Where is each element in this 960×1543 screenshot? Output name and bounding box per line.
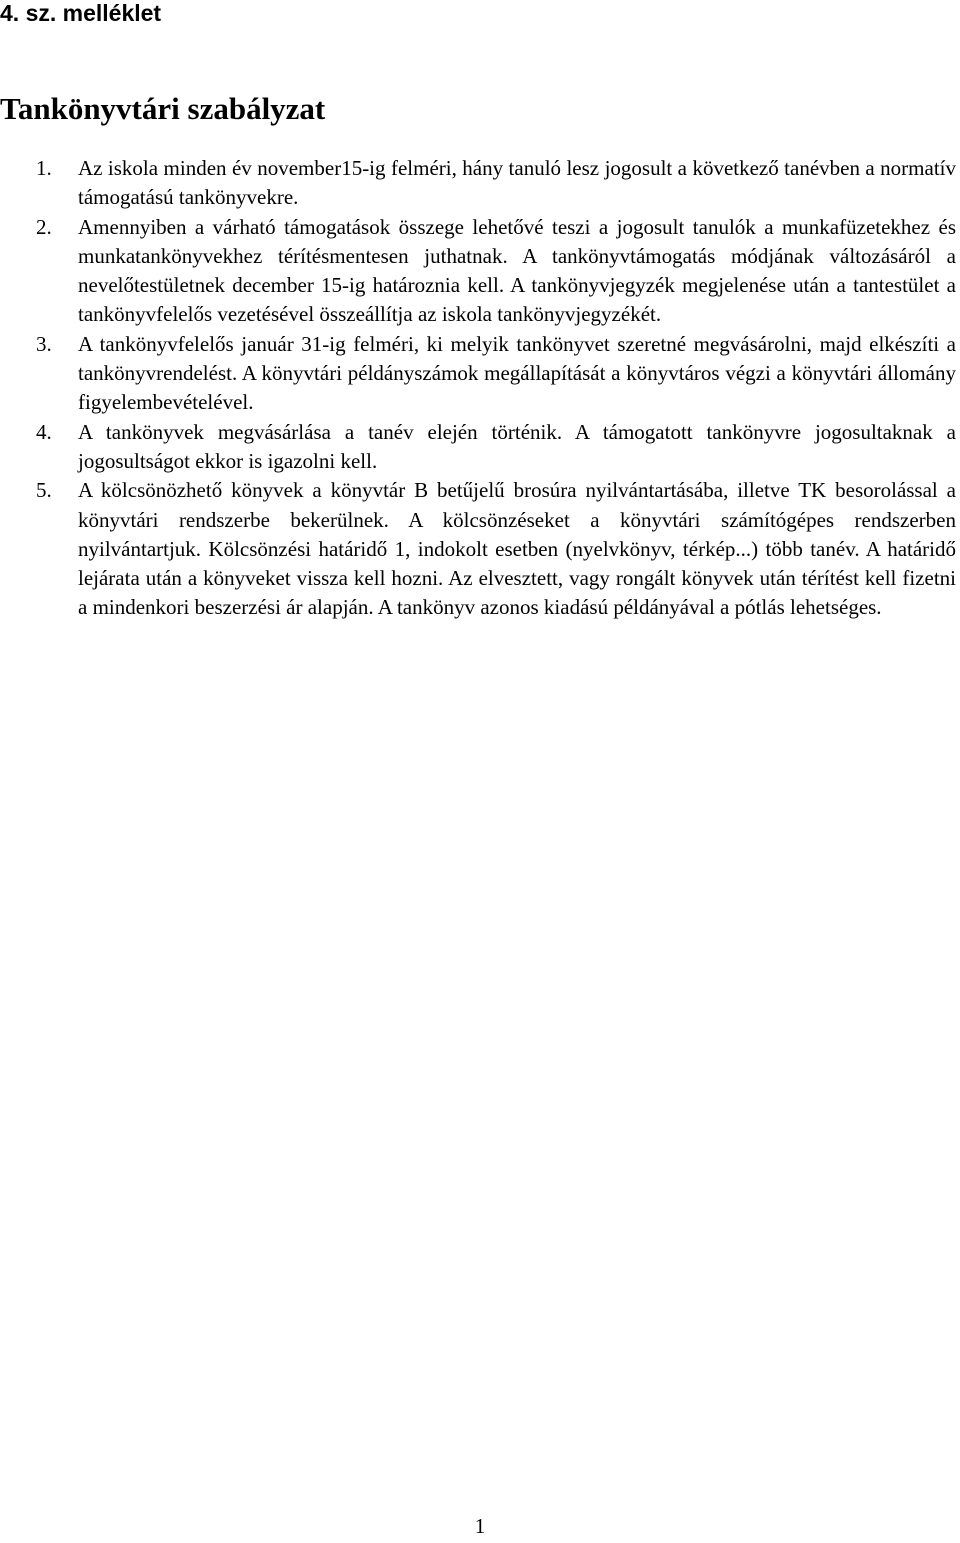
rule-text: A kölcsönözhető könyvek a könyvtár B betűjelű brosúra nyilvántartásába, illetve TK besorolással a könyvtári rendszerbe bekerülnek. A kölcsönzéseket a könyvtári számítógépes rendszerben nyilvántartjuk. Kölcsönzési határidő 1, indokolt esetben (nyelvkönyv, térkép...) több tanév. A határidő lejárata után a könyveket vissza kell hozni. Az elvesztett, vagy rongált könyvek után térítést kell fizetni a mindenkori beszerzési ár alapján. A tankönyv azonos kiadású példányával a pótlás lehetséges. — [78, 478, 956, 620]
rule-text: A tankönyvek megvásárlása a tanév elején történik. A támogatott tankönyvre jogosultaknak a jogosultságot ekkor is igazolni kell. — [78, 419, 956, 473]
rule-number: 4. — [36, 419, 52, 444]
rule-number: 3. — [36, 331, 52, 356]
annex-heading: 4. sz. melléklet — [0, 0, 162, 26]
rule-number: 1. — [36, 156, 52, 180]
rule-item-4 — [0, 418, 956, 477]
document-title: Tankönyvtári szabályzat — [0, 91, 326, 126]
rule-item-3 — [0, 330, 956, 418]
rule-item-2 — [0, 213, 956, 330]
rule-item-5 — [0, 476, 956, 622]
rule-item-1 — [0, 154, 956, 213]
rule-text: Az iskola minden év november15-ig felméri, hány tanuló lesz jogosult a következő tanévben a normatív támogatású tankönyvekre. — [78, 156, 956, 210]
rule-text: Amennyiben a várható támogatások összege lehetővé teszi a jogosult tanulók a munkafüzetekhez és munkatankönyvekhez térítésmentesen juthatnak. A tankönyvtámogatás módjának változásáról a nevelőtestületnek december 15-ig határoznia kell. A tankönyvjegyzék megjelenése után a tantestület a tankönyvfelelős vezetésével összeállítja az iskola tankönyvjegyzékét. — [78, 214, 956, 327]
rule-number: 2. — [36, 214, 52, 239]
rule-text: A tankönyvfelelős január 31-ig felméri, ki melyik tankönyvet szeretné megvásárolni, majd elkészíti a tankönyvrendelést. A könyvtári példányszámok megállapítását a könyvtáros végzi a könyvtári állomány figyelembevételével. — [78, 331, 956, 415]
rules-list — [0, 154, 956, 623]
rule-number: 5. — [36, 478, 52, 503]
page-number: 1 — [474, 1514, 486, 1538]
